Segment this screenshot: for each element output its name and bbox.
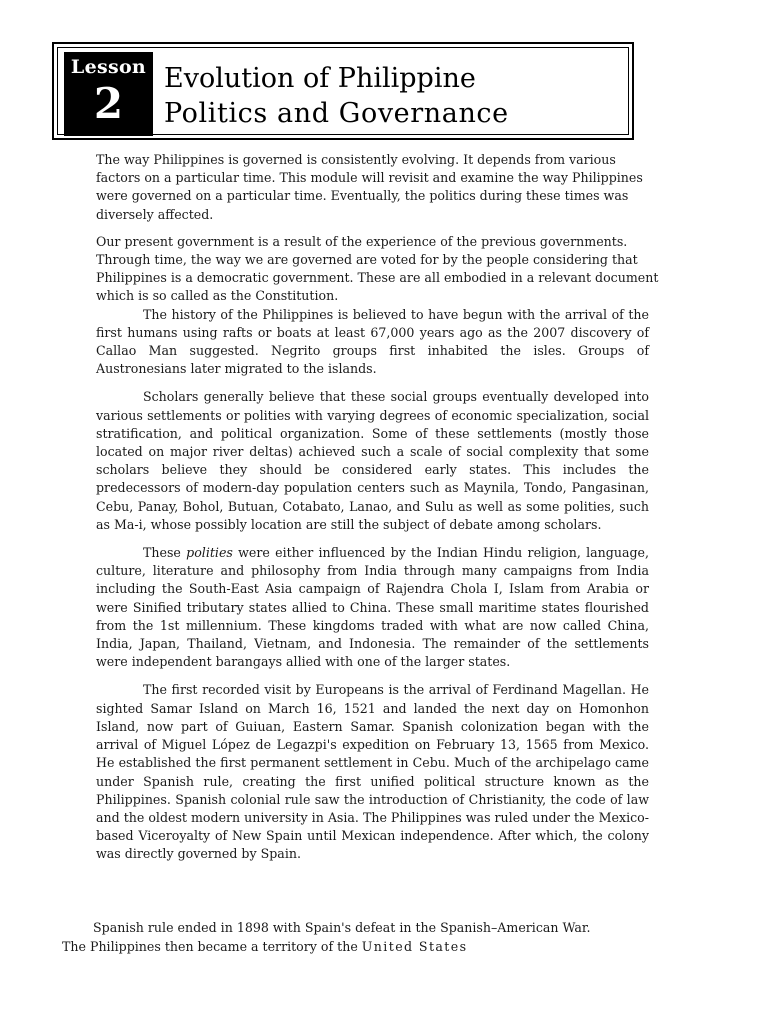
- paragraph-history-beginnings: The history of the Philippines is believed to have begun with the arrival of the first humans using rafts or boats at least 67,000 years ago as the 2007 discovery of Callao Man suggested. Negrito groups first inhabited the isles. Groups of Austronesians later migrated to the islands.: [96, 306, 649, 377]
- lesson-title: [164, 61, 509, 131]
- title-line-1: Evolution of Philippine: [164, 63, 476, 94]
- polities-italic-term: polities: [186, 545, 233, 561]
- title-line-2: Politics and Governance: [164, 98, 509, 129]
- lesson-number: 2: [93, 79, 124, 128]
- lesson-badge: [64, 52, 153, 136]
- lesson-header: [52, 42, 634, 140]
- polities-text-rest: were either influenced by the Indian Hindu religion, language, culture, literature and philosophy from India through many campaigns from India including the South-East Asia campaign of Rajendra Chola I, Islam from Arabia or were Sinified tributary states allied to China. These small maritime states flourished from the 1st millennium. These kingdoms traded with what are now called China, India, Japan, Thailand, Vietnam, and Indonesia. The remainder of the settlements were independent barangays allied with one of the larger states.: [96, 545, 649, 670]
- paragraph-polities: [96, 544, 649, 671]
- us-territory-text: The Philippines then became a territory of the: [62, 939, 362, 954]
- paragraph-intro: The way Philippines is governed is consistently evolving. It depends from various factors on a particular time. This module will revisit and examine the way Philippines were governed on a particular time. Eventually, the politics during these times was diversely affected.: [96, 152, 643, 222]
- paragraph-spanish-colonization: The first recorded visit by Europeans is the arrival of Ferdinand Magellan. He sighted Samar Island on March 16, 1521 and landed the next day on Homonhon Island, now part of Guiuan, Eastern Samar. Spanish colonization began with the arrival of Miguel López de Legazpi's expedition on February 13, 1565 from Mexico. He established the first permanent settlement in Cebu. Much of the archipelago came under Spanish rule, creating the first unified political structure known as the Philippines. Spanish colonial rule saw the introduction of Christianity, the code of law and the oldest modern university in Asia. The Philippines was ruled under the Mexico-based Viceroyalty of New Spain until Mexican independence. After which, the colony was directly governed by Spain.: [96, 682, 649, 862]
- lesson-body: [62, 151, 659, 954]
- lesson-label: Lesson: [70, 56, 147, 78]
- paragraph-us-territory: [62, 938, 662, 956]
- paragraph-spanish-rule-end: Spanish rule ended in 1898 with Spain's defeat in the Spanish–American War.: [93, 920, 591, 935]
- paragraph-present-government: Our present government is a result of the experience of the previous governments. Through time, the way we are governed are voted for by the people considering that Philippines is a democratic government. These are all embodied in a relevant document which is so called as the Constitution.: [96, 233, 659, 304]
- us-territory-country: United States: [361, 939, 468, 954]
- paragraph-settlements: Scholars generally believe that these social groups eventually developed into various settlements or polities with varying degrees of economic specialization, social stratification, and political organization. Some of these settlements (mostly those located on major river deltas) achieved such a scale of social complexity that some scholars believe they should be considered early states. This includes the predecessors of modern-day population centers such as Maynila, Tondo, Pangasinan, Cebu, Panay, Bohol, Butuan, Cotabato, Lanao, and Sulu as well as some polities, such as Ma-i, whose possibly location are still the subject of debate among scholars.: [96, 389, 649, 532]
- polities-text-start: These: [143, 545, 187, 561]
- header-inner-border: [57, 47, 629, 135]
